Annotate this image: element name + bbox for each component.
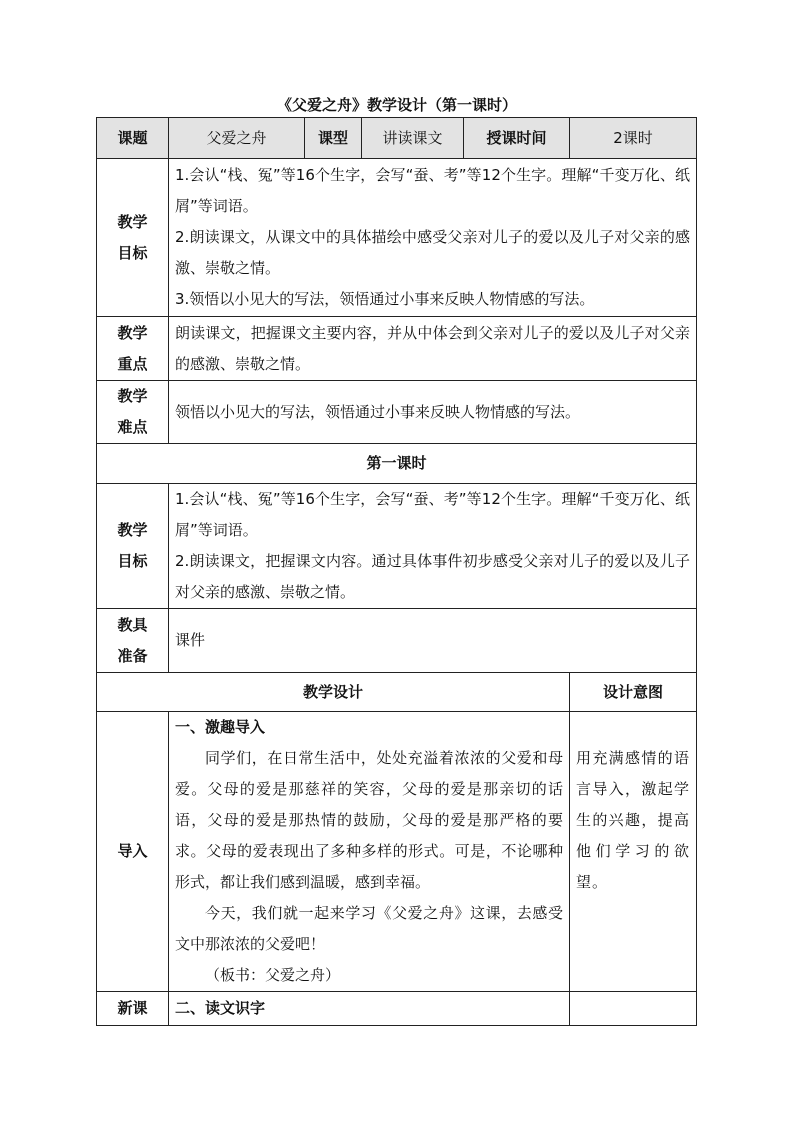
difficulties-label: 教学 难点 <box>97 381 169 444</box>
objective-item: 2.朗读课文，把握课文内容。通过具体事件初步感受父亲对儿子的爱以及儿子对父亲的感激、崇敬之情。 <box>175 552 690 601</box>
objective-item: 2.朗读课文，从课文中的具体描绘中感受父亲对儿子的爱以及儿子对父亲的感激、崇敬之情。 <box>175 228 690 277</box>
tools-row <box>97 609 697 673</box>
lesson1-objectives-label: 教学 目标 <box>97 484 169 609</box>
objective-item: 1.会认“栈、冤”等16个生字，会写“蚕、考”等12个生字。理解“千变万化、纸屑”等词语。 <box>175 490 690 539</box>
tools-label: 教具 准备 <box>97 609 169 673</box>
intro-paragraph: 今天，我们就一起来学习《父爱之舟》这课，去感受文中那浓浓的父爱吧！ <box>175 904 563 953</box>
intro-content <box>169 712 570 992</box>
intro-row <box>97 712 697 992</box>
new-lesson-row <box>97 992 697 1026</box>
type-value: 讲读课文 <box>362 118 464 159</box>
objectives-row <box>97 159 697 317</box>
objective-item: 3.领悟以小见大的写法，领悟通过小事来反映人物情感的写法。 <box>175 290 595 308</box>
intro-paragraph: 同学们，在日常生活中，处处充溢着浓浓的父爱和母爱。父母的爱是那慈祥的笑容，父母的爱是那亲切的话语，父母的爱是那热情的鼓励，父母的爱是那严格的要求。父母的爱表现出了多种多样的形式。可是，不论哪种形式，都让我们感到温暖，感到幸福。 <box>175 749 563 891</box>
key-points-label: 教学 重点 <box>97 317 169 381</box>
new-lesson-section-title: 二、读文识字 <box>169 992 570 1026</box>
objective-item: 1.会认“栈、冤”等16个生字，会写“蚕、考”等12个生字。理解“千变万化、纸屑”等词语。 <box>175 166 690 215</box>
key-points-content: 朗读课文，把握课文主要内容，并从中体会到父亲对儿子的爱以及儿子对父亲的感激、崇敬之情。 <box>169 317 697 381</box>
type-label: 课型 <box>305 118 362 159</box>
intent-column-header: 设计意图 <box>570 673 697 712</box>
topic-value: 父爱之舟 <box>169 118 305 159</box>
intro-label: 导入 <box>97 712 169 992</box>
key-points-row <box>97 317 697 381</box>
difficulties-content: 领悟以小见大的写法，领悟通过小事来反映人物情感的写法。 <box>169 381 697 444</box>
topic-label: 课题 <box>97 118 169 159</box>
objectives-content <box>169 159 697 317</box>
time-label: 授课时间 <box>464 118 570 159</box>
lesson1-objectives-row <box>97 484 697 609</box>
lesson-plan-table <box>96 117 697 1026</box>
objectives-label: 教学 目标 <box>97 159 169 317</box>
design-column-header: 教学设计 <box>97 673 570 712</box>
tools-content: 课件 <box>169 609 697 673</box>
new-lesson-label: 新课 <box>97 992 169 1026</box>
board-note: （板书：父爱之舟） <box>205 966 341 984</box>
lesson1-heading: 第一课时 <box>97 444 697 484</box>
design-header-row <box>97 673 697 712</box>
lesson1-heading-row <box>97 444 697 484</box>
section-title: 一、激趣导入 <box>175 718 266 736</box>
new-lesson-intent <box>570 992 697 1026</box>
difficulties-row <box>97 381 697 444</box>
time-value: 2课时 <box>570 118 697 159</box>
lesson1-objectives-content <box>169 484 697 609</box>
page-title: 《父爱之舟》教学设计（第一课时） <box>276 96 517 114</box>
header-row <box>97 118 697 159</box>
intro-intent: 用充满感情的语言导入，激起学生的兴趣，提高他们学习的欲望。 <box>570 712 697 992</box>
